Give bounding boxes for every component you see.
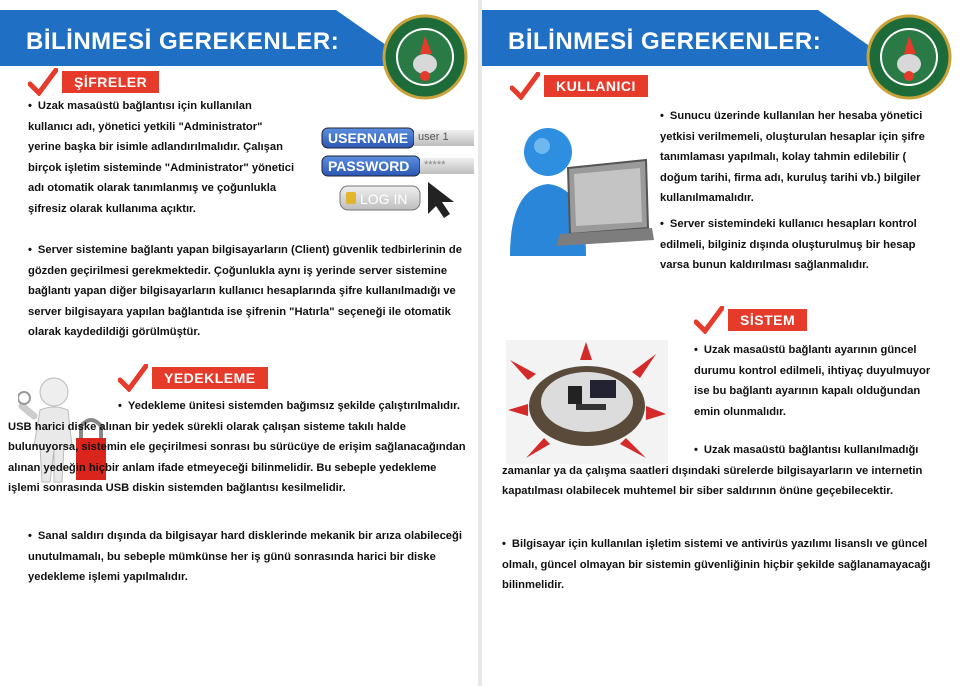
section-head-user (510, 72, 648, 100)
section-title-passwords: ŞİFRELER (62, 71, 159, 93)
section-title-backup: YEDEKLEME (152, 367, 268, 389)
left-panel (0, 0, 478, 686)
checkmark-icon (28, 68, 58, 96)
paragraph-user-2: • Server sistemindeki kullanıcı hesapları kontrol edilmeli, bilginiz dışında oluşturulmuş bir hesap varsa bunun kaldırılması sağlanmalıdır. (660, 218, 917, 271)
user-laptop-illustration (504, 118, 654, 258)
login-password-value: ***** (424, 159, 446, 171)
seal-logo-icon (382, 14, 468, 100)
paragraph-backup-2: • Sanal saldırı dışında da bilgisayar hard disklerinde mekanik bir arıza olabileceği unutulmamalı, bu sebeple mümkünse her iş günü sonrasında harici bir diske yedekleme işlemi yapılmalıdır. (28, 530, 462, 583)
paragraph-system-1: • Uzak masaüstü bağlantı ayarının güncel durumu kontrol edilmeli, ihtiyaç duyulmuyor ise bu bağlantı ayarının kapalı olduğundan emin olunmalıdır. (694, 344, 931, 418)
checkmark-icon (118, 364, 148, 392)
paragraph-system-3: • Bilgisayar için kullanılan işletim sistemi ve antivirüs yazılımı lisanslı ve güncel olmalı, güncel olmayan bir sistemin güvenliğinin hiçbir şekilde sağlanamayacağı bilinmelidir. (502, 538, 931, 591)
banner-title: BİLİNMESİ GEREKENLER: (508, 28, 822, 55)
login-password-label: PASSWORD (328, 158, 410, 174)
paragraph-passwords-2: • Server sistemine bağlantı yapan bilgisayarların (Client) güvenlik tedbirlerinin de gözden geçirilmesi gerekmektedir. Çoğunlukla aynı iş yerinde server sistemine bağlantı yapan diğer bilgisayarların kullanıcı hesaplarında şifre kullanılmadığı ve server bilgisayara yapılan bağlantıda ise şifrenin "Hatırla" seçeneği ile otomatik olarak kaydedildiği görülmüştür. (28, 244, 462, 338)
paragraph-passwords-1: • Uzak masaüstü bağlantısı için kullanılan kullanıcı adı, yönetici yetkili "Administrator" yerine başka bir isimle adlandırılmalıdır. Çalışan birçok işletim sisteminde "Administrator" yönetici adı otomatik olarak tanımlanmış ve çoğunlukla şifresiz olarak kullanıma açıktır. (28, 100, 295, 215)
paragraph-system-2: • Uzak masaüstü bağlantısı kullanılmadığı zamanlar ya da çalışma saatleri dışındaki sürelerde bilgisayarların ve internetin kapatılması olabilecek muhtemel bir siber saldırının önüne geçebilecektir. (502, 444, 923, 497)
checkmark-icon (510, 72, 540, 100)
section-head-passwords (28, 68, 159, 96)
section-head-system (694, 306, 807, 334)
paragraph-user-1: • Sunucu üzerinde kullanılan her hesaba yönetici yetkisi verilmemeli, oluşturulan hesaplar için şifre tanımlaması yapılmalı, kolay tahmin edilebilir ( doğum tarihi, firma adı, kuruluş tarihi vb.) bilgiler kullanılmamalıdır. (660, 110, 925, 204)
section-title-user: KULLANICI (544, 75, 648, 97)
login-username-label: USERNAME (328, 130, 409, 146)
paragraph-backup-1: • Yedekleme ünitesi sistemden bağımsız şekilde çalıştırılmalıdır. USB harici diske alınan bir yedek sürekli olarak çalışan sisteme takılı halde bulunuyorsa, sistemin ele geçirilmesi sonrası bu sürücüye de erişim sağlanacağından alınan yedeğin hiçbir anlam ifade etmeyeceği bilinmelidir. Bu sebeple yedekleme işlemi sonrasında USB diskin sistemden bağlantısı kesilmelidir. (8, 400, 466, 494)
section-head-backup (118, 364, 268, 392)
section-title-system: SİSTEM (728, 309, 807, 331)
right-panel (482, 0, 960, 686)
login-username-value: user 1 (418, 131, 449, 143)
banner-title: BİLİNMESİ GEREKENLER: (26, 28, 340, 55)
checkmark-icon (694, 306, 724, 334)
login-button-label: LOG IN (360, 191, 408, 207)
seal-logo-icon (866, 14, 952, 100)
